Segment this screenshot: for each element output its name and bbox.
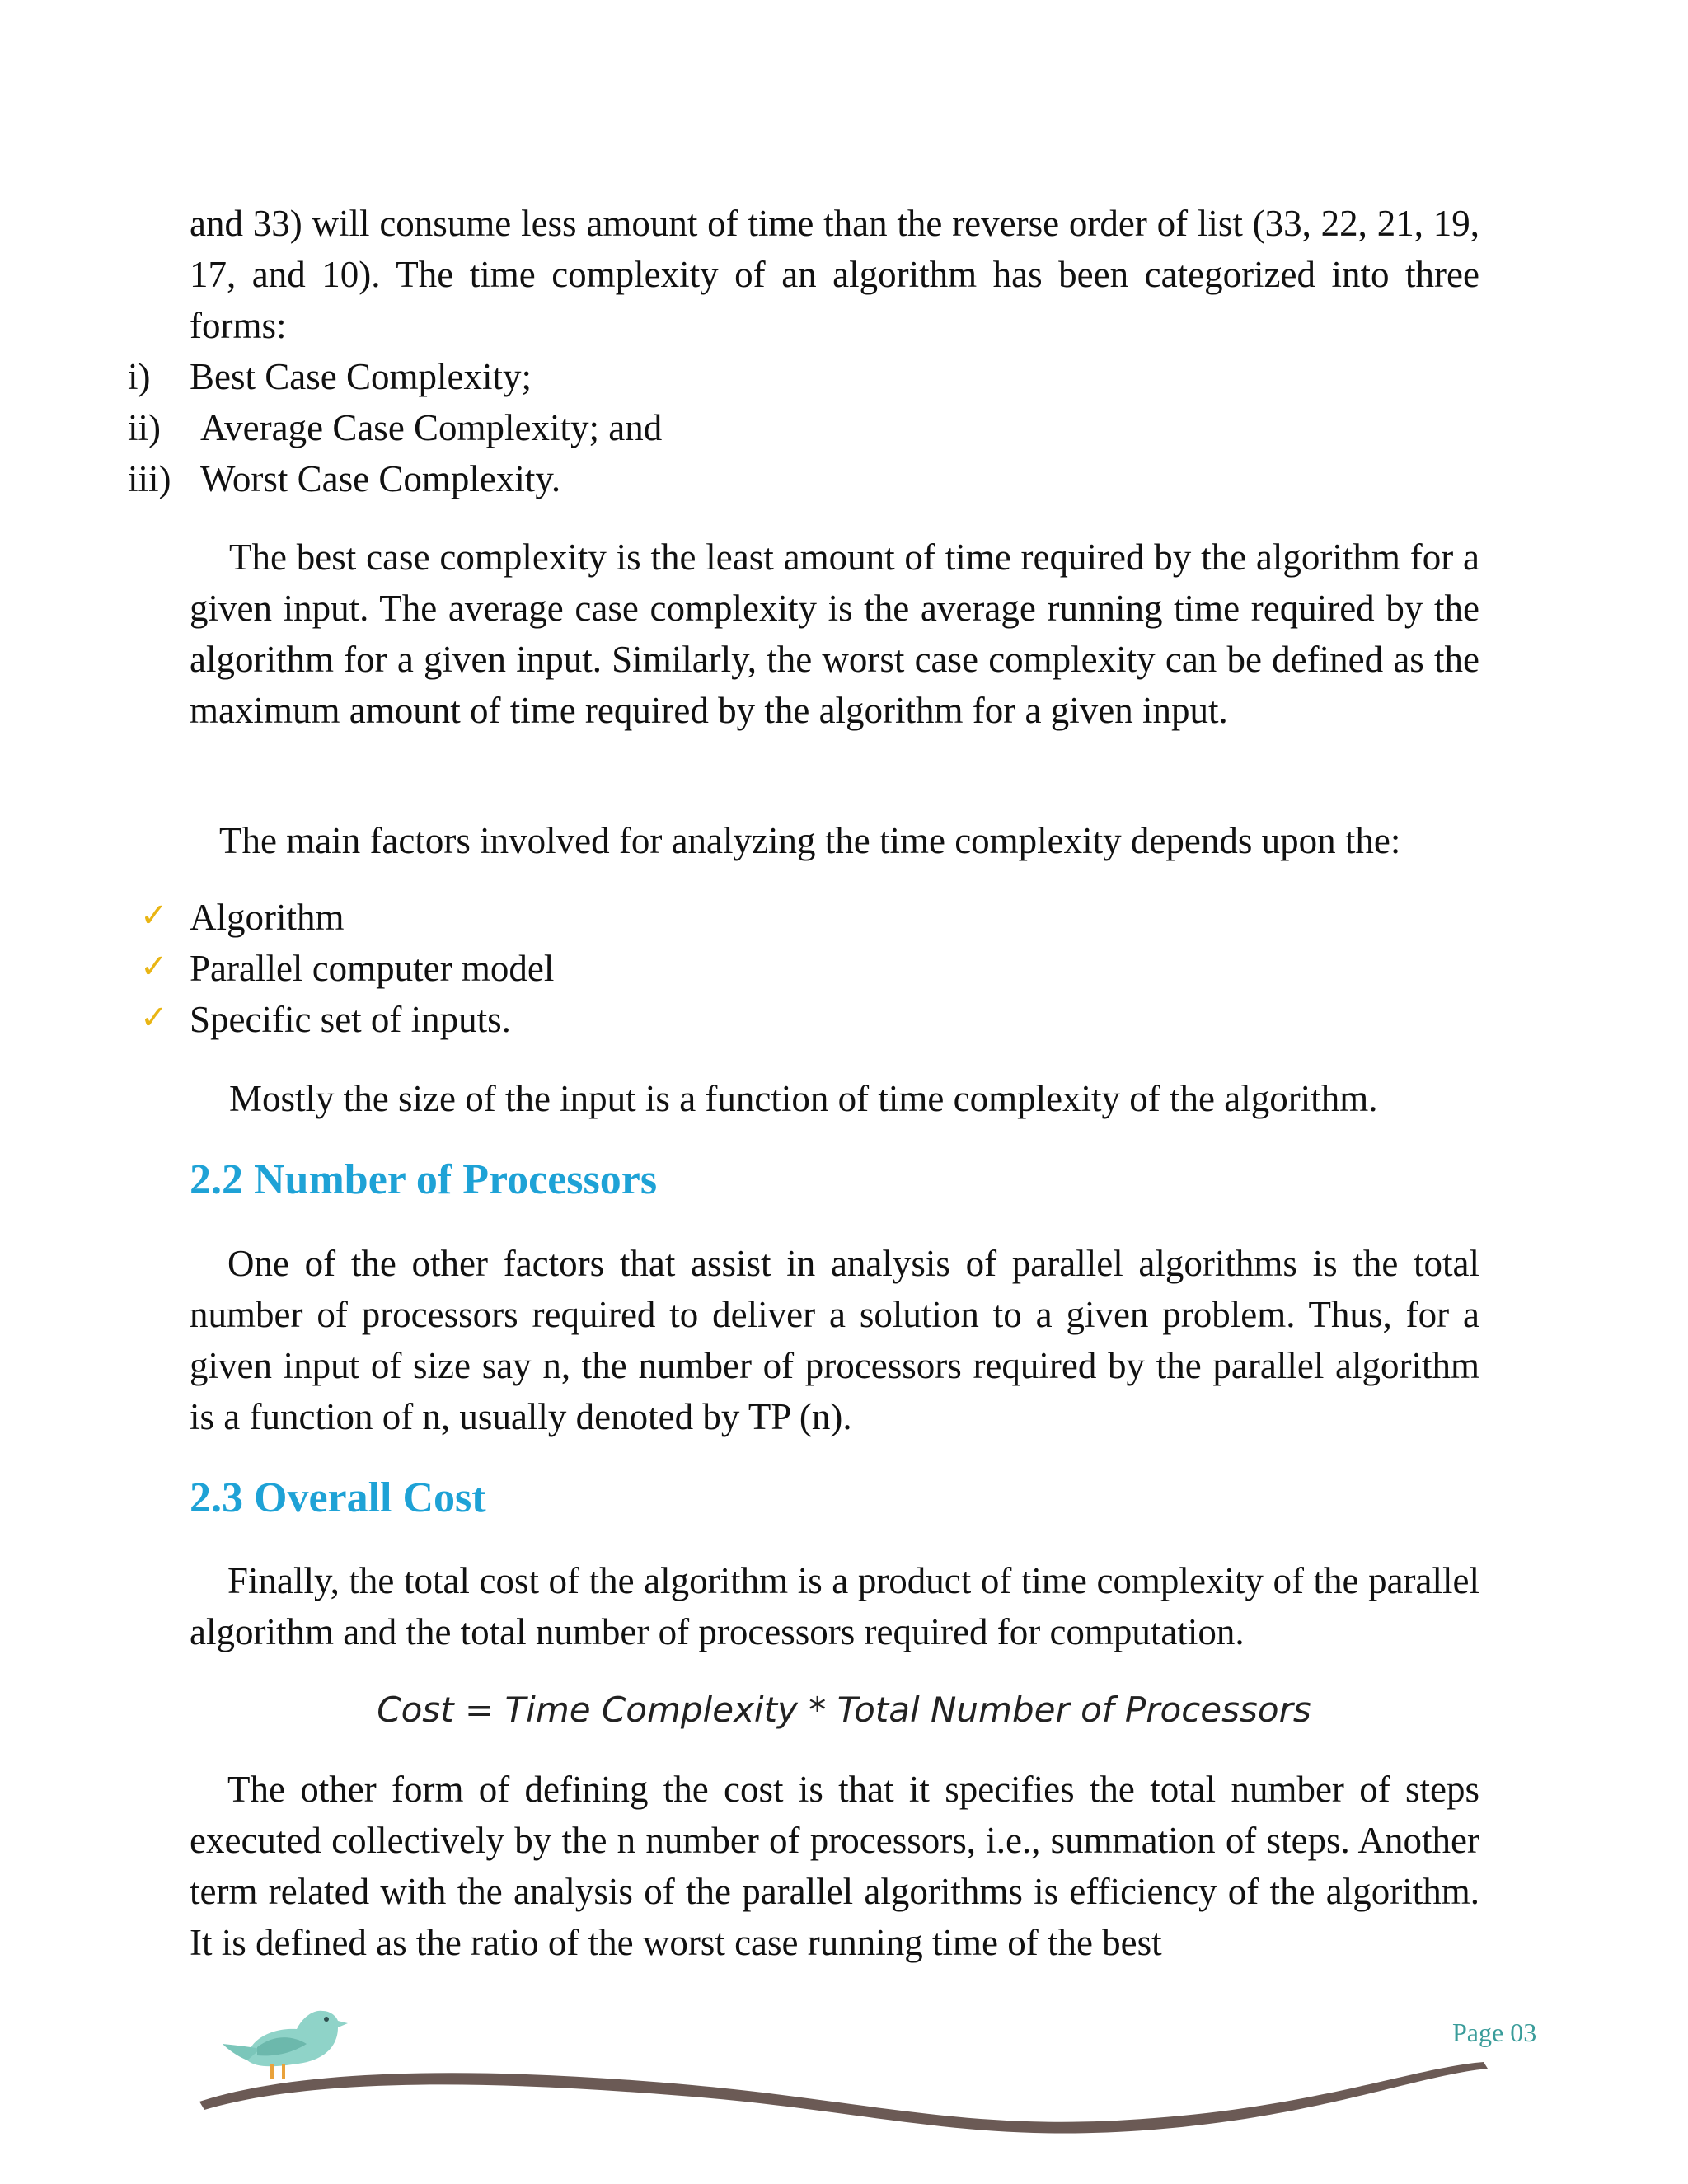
checkmark-icon: ✓: [140, 897, 168, 935]
cost-formula: Cost = Time Complexity * Total Number of Processors: [377, 1690, 1311, 1730]
check-item-text: Specific set of inputs.: [190, 999, 511, 1040]
checkmark-icon: ✓: [140, 999, 168, 1037]
list-marker: ii): [128, 407, 161, 448]
complexity-definitions-paragraph: The best case complexity is the least amount of time required by the algorithm for a given input. The average case complexity is the average running time required by the algorithm for a given input. Similarly, the worst case complexity can be defined as the maximum amount of time required by the algorithm for a given input.: [190, 537, 1479, 731]
list-marker: i): [128, 356, 151, 397]
checkmark-icon: ✓: [140, 948, 168, 986]
branch-icon: [199, 2062, 1488, 2134]
list-item-text: Best Case Complexity;: [190, 356, 532, 397]
section-heading-number-of-processors: 2.2 Number of Processors: [190, 1156, 658, 1203]
footer-decoration: [0, 1978, 1688, 2184]
cost-intro-paragraph: Finally, the total cost of the algorithm is a product of time complexity of the parallel algorithm and the total number of processors required for computation.: [190, 1560, 1479, 1652]
check-item-text: Parallel computer model: [190, 948, 555, 989]
list-item-text: Average Case Complexity; and: [200, 407, 663, 448]
factors-intro-paragraph: The main factors involved for analyzing the time complexity depends upon the:: [219, 820, 1401, 861]
bird-icon: [223, 2011, 348, 2079]
intro-paragraph: and 33) will consume less amount of time than the reverse order of list (33, 22, 21, 19, 17, and 10). The time complexity of an algorithm has been categorized into three forms:: [190, 203, 1479, 346]
check-item-text: Algorithm: [190, 897, 345, 938]
cost-steps-paragraph: The other form of defining the cost is that it specifies the total number of steps executed collectively by the n number of processors, i.e., summation of steps. Another term related with the analysis of the parallel algorithms is efficiency of the algorithm. It is defined as the ratio of the worst case running time of the best: [190, 1769, 1479, 1963]
processors-paragraph: One of the other factors that assist in analysis of parallel algorithms is the total number of processors required to deliver a solution to a given problem. Thus, for a given input of size say n, the number of processors required by the parallel algorithm is a function of n, usually denoted by TP (n).: [190, 1243, 1479, 1437]
list-marker: iii): [128, 458, 171, 499]
input-size-paragraph: Mostly the size of the input is a function of time complexity of the algorithm.: [229, 1078, 1378, 1119]
list-item-text: Worst Case Complexity.: [200, 458, 561, 499]
page-number: Page 03: [1452, 2018, 1537, 2047]
section-heading-overall-cost: 2.3 Overall Cost: [190, 1474, 486, 1521]
